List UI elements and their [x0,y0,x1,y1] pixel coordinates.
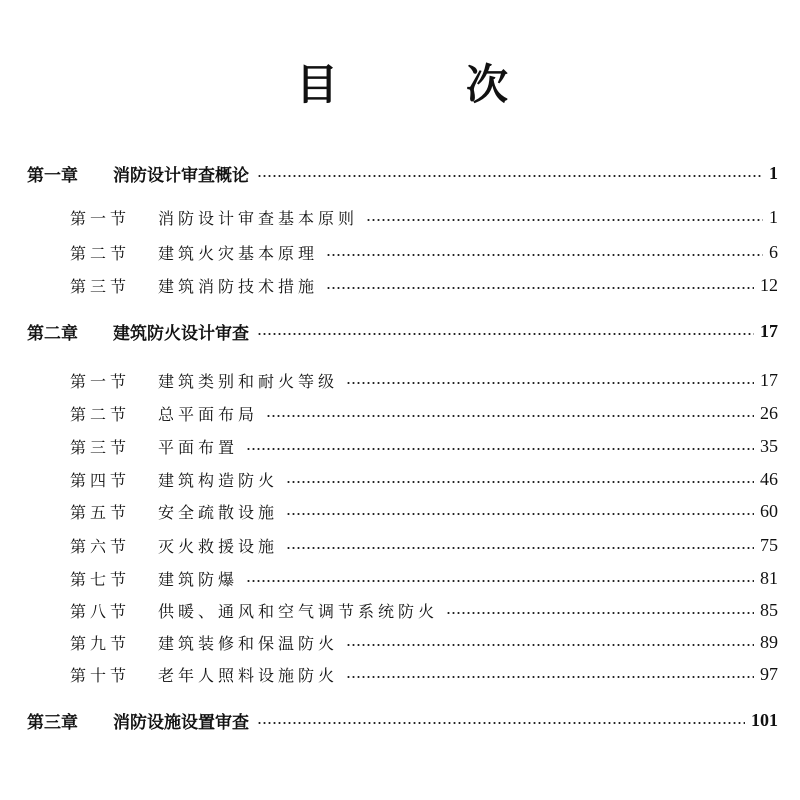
dot-leader [346,675,754,679]
entry-number: 第一节 [70,208,131,228]
toc-chapter-entry[interactable] [0,161,800,185]
dot-leader [346,643,754,647]
entry-number: 第二节 [70,404,131,424]
toc-section-entry[interactable] [0,662,800,686]
entry-page-number: 101 [751,709,778,730]
entry-number: 第九节 [70,633,131,653]
entry-title: 消防设计审查基本原则 [158,208,359,228]
entry-number: 第四节 [70,470,131,490]
entry-number: 第八节 [70,601,131,621]
toc-section-entry[interactable] [0,205,800,229]
entry-number: 第三章 [27,712,78,733]
entry-page-number: 81 [760,567,778,588]
entry-number: 第七节 [70,569,131,589]
toc-title-char-2: 次 [466,60,509,109]
dot-leader [326,286,754,290]
entry-number: 第五节 [70,502,131,522]
entry-page-number: 60 [760,500,778,521]
entry-title: 灭火救援设施 [158,536,279,556]
entry-title: 总平面布局 [158,404,259,424]
toc-section-entry[interactable] [0,499,800,523]
dot-leader [286,480,754,484]
dot-leader [326,253,763,257]
toc-section-entry[interactable] [0,368,800,392]
entry-page-number: 1 [769,206,778,227]
entry-page-number: 6 [769,241,778,262]
entry-title: 消防设计审查概论 [113,165,249,186]
entry-title: 平面布置 [158,437,239,457]
dot-leader [257,721,745,725]
entry-number: 第十节 [70,665,131,685]
toc-section-entry[interactable] [0,566,800,590]
entry-page-number: 12 [760,274,778,295]
toc-section-entry[interactable] [0,467,800,491]
entry-number: 第三节 [70,437,131,457]
dot-leader [446,611,754,615]
entry-page-number: 75 [760,534,778,555]
entry-number: 第二节 [70,243,131,263]
dot-leader [257,332,754,336]
dot-leader [286,546,754,550]
entry-page-number: 97 [760,663,778,684]
entry-page-number: 26 [760,402,778,423]
toc-chapter-entry[interactable] [0,708,800,732]
entry-page-number: 1 [769,162,778,183]
entry-title: 建筑构造防火 [158,470,279,490]
toc-section-entry[interactable] [0,598,800,622]
entry-title: 建筑防爆 [158,569,239,589]
dot-leader [346,381,754,385]
dot-leader [366,218,763,222]
toc-section-entry[interactable] [0,533,800,557]
entry-title: 老年人照料设施防火 [158,665,339,685]
dot-leader [286,512,754,516]
entry-title: 建筑类别和耐火等级 [158,371,339,391]
dot-leader [257,174,763,178]
entry-title: 消防设施设置审查 [113,712,249,733]
toc-section-entry[interactable] [0,434,800,458]
dot-leader [266,414,754,418]
entry-title: 建筑火灾基本原理 [158,243,319,263]
toc-chapter-entry[interactable] [0,319,800,343]
dot-leader [246,579,754,583]
entry-page-number: 85 [760,599,778,620]
toc-section-entry[interactable] [0,401,800,425]
entry-title: 供暖、通风和空气调节系统防火 [158,601,439,621]
toc-section-entry[interactable] [0,240,800,264]
entry-number: 第二章 [27,323,78,344]
entry-title: 建筑防火设计审查 [113,323,249,344]
entry-title: 建筑消防技术措施 [158,276,319,296]
entry-page-number: 46 [760,468,778,489]
entry-page-number: 89 [760,631,778,652]
dot-leader [246,447,754,451]
entry-page-number: 35 [760,435,778,456]
toc-section-entry[interactable] [0,630,800,654]
entry-number: 第三节 [70,276,131,296]
entry-number: 第一章 [27,165,78,186]
entry-number: 第一节 [70,371,131,391]
entry-title: 安全疏散设施 [158,502,279,522]
entry-page-number: 17 [760,369,778,390]
entry-page-number: 17 [760,320,778,341]
entry-title: 建筑装修和保温防火 [158,633,339,653]
entry-number: 第六节 [70,536,131,556]
toc-title-char-1: 目 [296,60,339,109]
toc-section-entry[interactable] [0,273,800,297]
